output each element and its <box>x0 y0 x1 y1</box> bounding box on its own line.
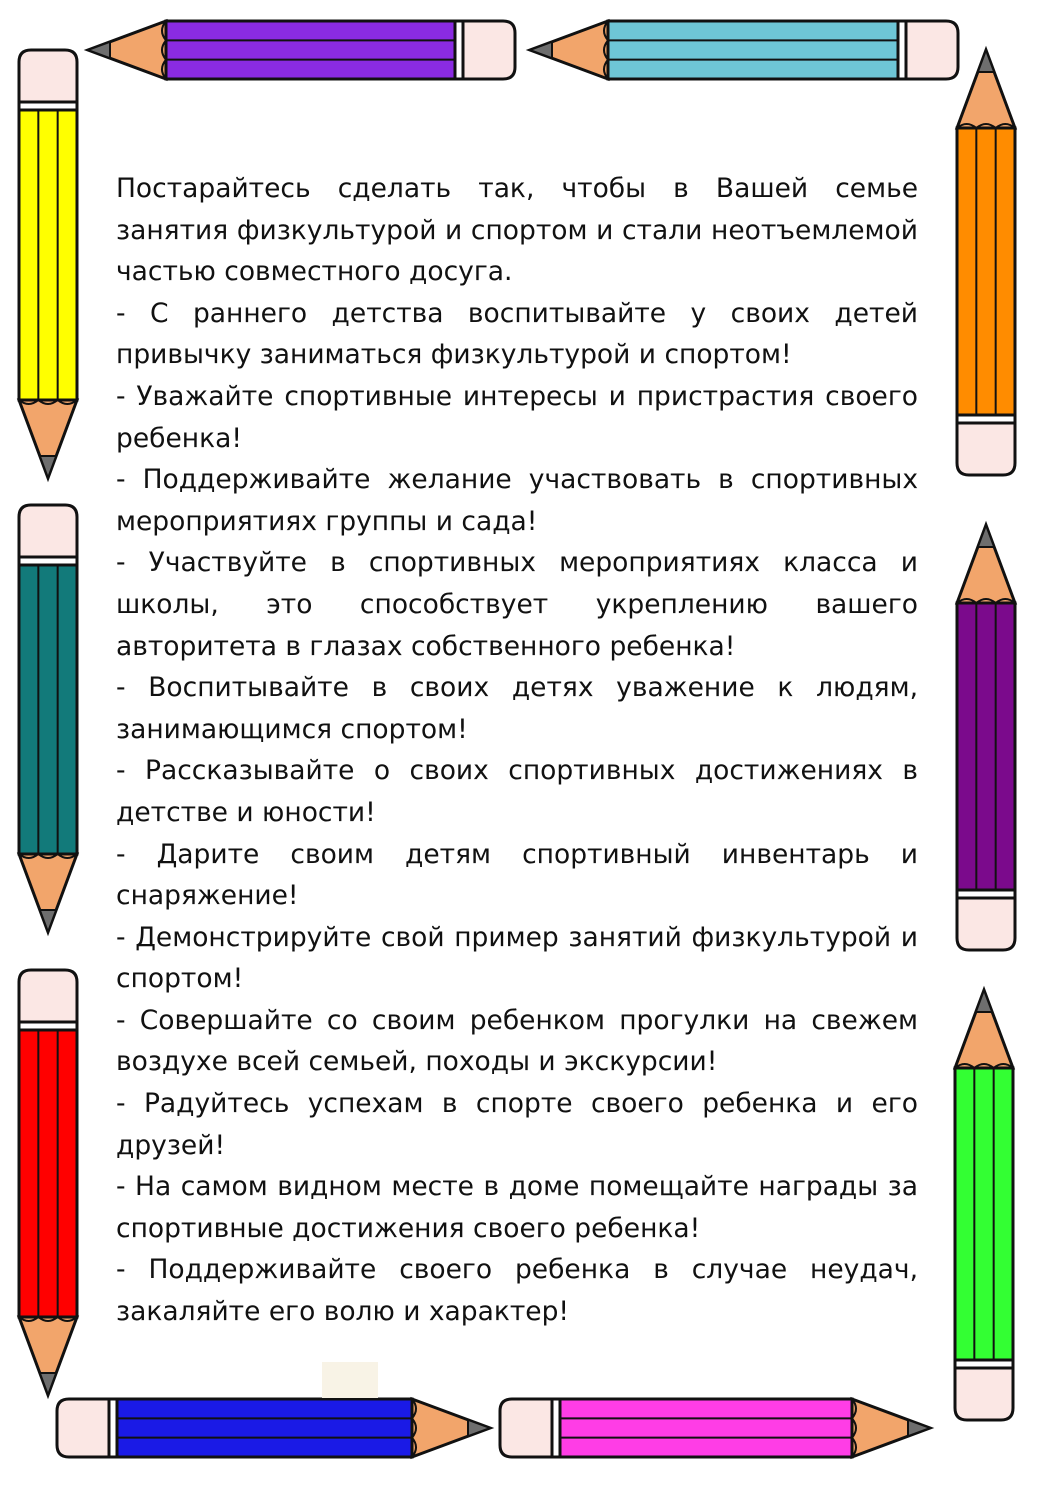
advice-item-9: - Совершайте со своим ребенком прогулки на свежем воздухе всей семьей, походы и экскурсии! <box>116 1004 918 1078</box>
top-purple-pencil-icon <box>88 21 515 79</box>
advice-item-1: - С раннего детства воспитывайте у своих детей привычку заниматься физкультурой и спортом! <box>116 297 918 371</box>
advice-item-2: - Уважайте спортивные интересы и пристрастия своего ребенка! <box>116 380 918 454</box>
top-cyan-pencil-icon <box>530 21 958 79</box>
left-teal-pencil-icon <box>19 505 77 932</box>
intro-paragraph: Постарайтесь сделать так, чтобы в Вашей семье занятия физкультурой и спортом и стали неотъемлемой частью совместного досуга. <box>116 173 918 288</box>
advice-text <box>116 168 918 1333</box>
advice-item-5: - Воспитывайте в своих детях уважение к людям, занимающимся спортом! <box>116 672 918 745</box>
advice-item-7: - Дарите своим детям спортивный инвентарь и снаряжение! <box>116 838 918 912</box>
advice-item-4: - Участвуйте в спортивных мероприятиях класса и школы, это способствует укреплению вашего авторитета в глазах собственного ребенка! <box>116 547 918 662</box>
faded-patch <box>322 1362 378 1398</box>
left-yellow-pencil-icon <box>19 50 77 478</box>
advice-item-6: - Рассказывайте о своих спортивных достижениях в детстве и юности! <box>116 755 918 828</box>
advice-item-10: - Радуйтесь успехам в спорте своего ребенка и его друзей! <box>116 1088 918 1161</box>
advice-item-8: - Демонстрируйте свой пример занятий физкультурой и спортом! <box>116 921 918 995</box>
bottom-blue-pencil-icon <box>57 1399 490 1457</box>
right-orange-pencil-icon <box>957 50 1015 475</box>
right-purple-pencil-icon <box>957 525 1015 950</box>
left-red-pencil-icon <box>19 970 77 1395</box>
bottom-magenta-pencil-icon <box>500 1399 930 1457</box>
advice-item-12: - Поддерживайте своего ребенка в случае неудач, закаляйте его волю и характер! <box>116 1254 918 1328</box>
advice-item-11: - На самом видном месте в доме помещайте награды за спортивные достижения своего ребенка! <box>116 1171 918 1244</box>
advice-item-3: - Поддерживайте желание участвовать в спортивных мероприятиях группы и сада! <box>116 464 918 537</box>
right-green-pencil-icon <box>955 990 1013 1420</box>
